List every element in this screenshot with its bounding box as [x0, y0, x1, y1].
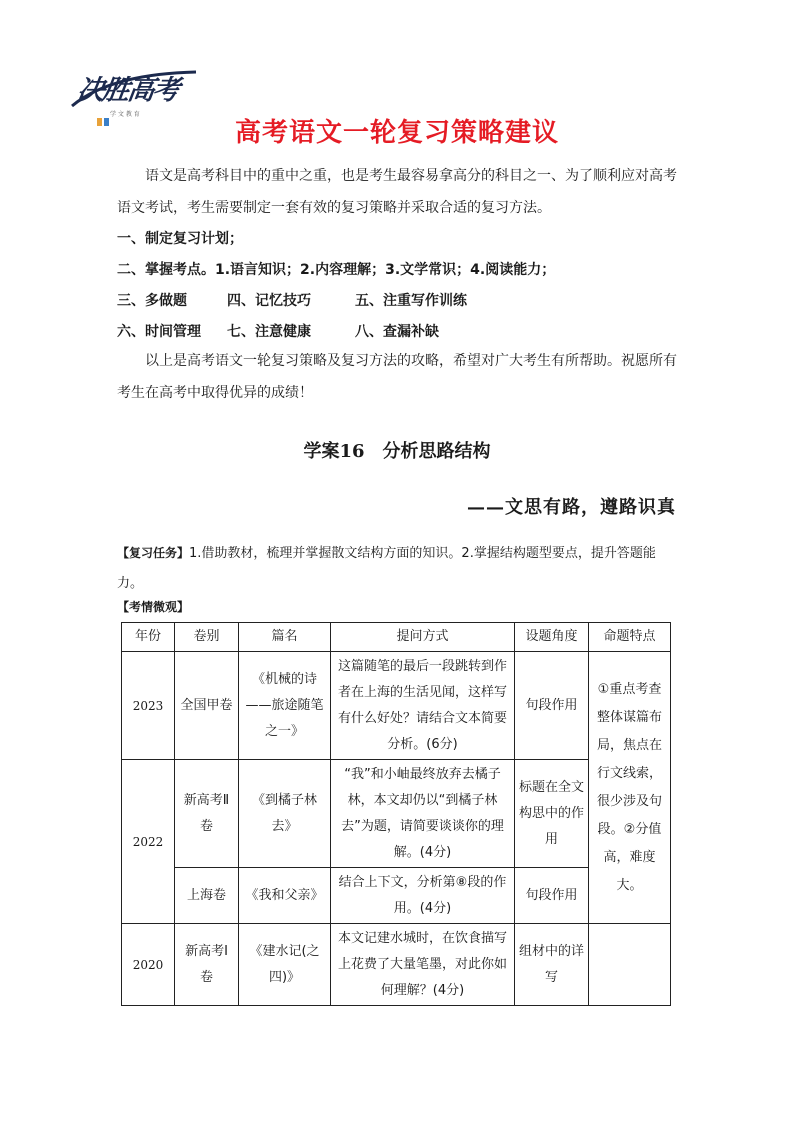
lesson-subtitle: ——文思有路，遵路识真 — [467, 497, 676, 518]
exam-table — [121, 622, 671, 1006]
header-year: 年份 — [122, 623, 175, 652]
lesson-title: 学案16 分析思路结构 — [303, 441, 491, 462]
review-task — [117, 538, 677, 599]
strategy-item: 八、查漏补缺 — [355, 324, 439, 340]
closing-paragraph: 以上是高考语文一轮复习策略及复习方法的攻略，希望对广大考生有所帮助。祝愿所有考生在高考中取得优异的成绩！ — [117, 353, 677, 401]
header-paper: 卷别 — [175, 623, 239, 652]
intro-paragraph: 语文是高考科目中的重中之重，也是考生最容易拿高分的科目之一、为了顺利应对高考语文考试，考生需要制定一套有效的复习策略并采取合适的复习方法。 — [117, 168, 677, 216]
strategy-item: 七、注意健康 — [227, 324, 311, 340]
strategy-item: 六、时间管理 — [117, 324, 201, 340]
cell-question: 结合上下文，分析第⑧段的作用。(4分) — [331, 868, 515, 924]
cell-paper: 上海卷 — [175, 868, 239, 924]
strategy-line-2: 二、掌握考点。1.语言知识；2.内容理解；3.文学常识；4.阅读能力； — [117, 262, 556, 278]
table-row — [122, 868, 671, 924]
strategy-item: 五、注重写作训练 — [355, 293, 467, 309]
strategy-line-3 — [117, 290, 467, 310]
strategy-item: 四、记忆技巧 — [227, 293, 311, 309]
cell-angle: 句段作用 — [515, 652, 589, 760]
strategy-item: 三、多做题 — [117, 293, 187, 309]
cell-question: 这篇随笔的最后一段跳转到作者在上海的生活见闻，这样写有什么好处？请结合文本简要分析。(6分) — [331, 652, 515, 760]
table-row — [122, 924, 671, 1006]
table-row — [122, 760, 671, 868]
task-text: 1.借助教材，梳理并掌握散文结构方面的知识。2.掌握结构题型要点，提升答题能力。 — [117, 546, 656, 591]
cell-title: 《机械的诗——旅途随笔之一》 — [239, 652, 331, 760]
strategy-line-1: 一、制定复习计划； — [117, 231, 243, 247]
cell-paper: 新高考Ⅱ卷 — [175, 760, 239, 868]
strategy-line-4 — [117, 321, 439, 341]
cell-title: 《到橘子林去》 — [239, 760, 331, 868]
header-angle: 设题角度 — [515, 623, 589, 652]
header-feature: 命题特点 — [589, 623, 671, 652]
cell-angle: 标题在全文构思中的作用 — [515, 760, 589, 868]
page-title: 高考语文一轮复习策略建议 — [234, 118, 559, 148]
cell-question: 本文记建水城时，在饮食描写上花费了大量笔墨，对此你如何理解？(4分) — [331, 924, 515, 1006]
header-question: 提问方式 — [331, 623, 515, 652]
cell-paper: 新高考Ⅰ卷 — [175, 924, 239, 1006]
cell-angle: 句段作用 — [515, 868, 589, 924]
cell-year: 2022 — [122, 760, 175, 924]
header-title: 篇名 — [239, 623, 331, 652]
cell-feature-empty — [589, 924, 671, 1006]
cell-feature: ①重点考查整体谋篇布局，焦点在行文线索，很少涉及句段。②分值高，难度大。 — [589, 652, 671, 924]
cell-year: 2020 — [122, 924, 175, 1006]
table-header-row — [122, 623, 671, 652]
cell-question: “我”和小岫最终放弃去橘子林，本文却仍以“到橘子林去”为题，请简要谈谈你的理解。(4分) — [331, 760, 515, 868]
cell-paper: 全国甲卷 — [175, 652, 239, 760]
cell-angle: 组材中的详写 — [515, 924, 589, 1006]
cell-title: 《我和父亲》 — [239, 868, 331, 924]
logo-subtitle: 学 文 教 育 — [110, 111, 140, 118]
task-label: 【复习任务】 — [117, 546, 190, 560]
section-label: 【考情微观】 — [117, 600, 190, 614]
cell-year: 2023 — [122, 652, 175, 760]
logo-brand-text: 决胜高考 — [75, 75, 180, 106]
cell-title: 《建水记(之四)》 — [239, 924, 331, 1006]
table-row — [122, 652, 671, 760]
